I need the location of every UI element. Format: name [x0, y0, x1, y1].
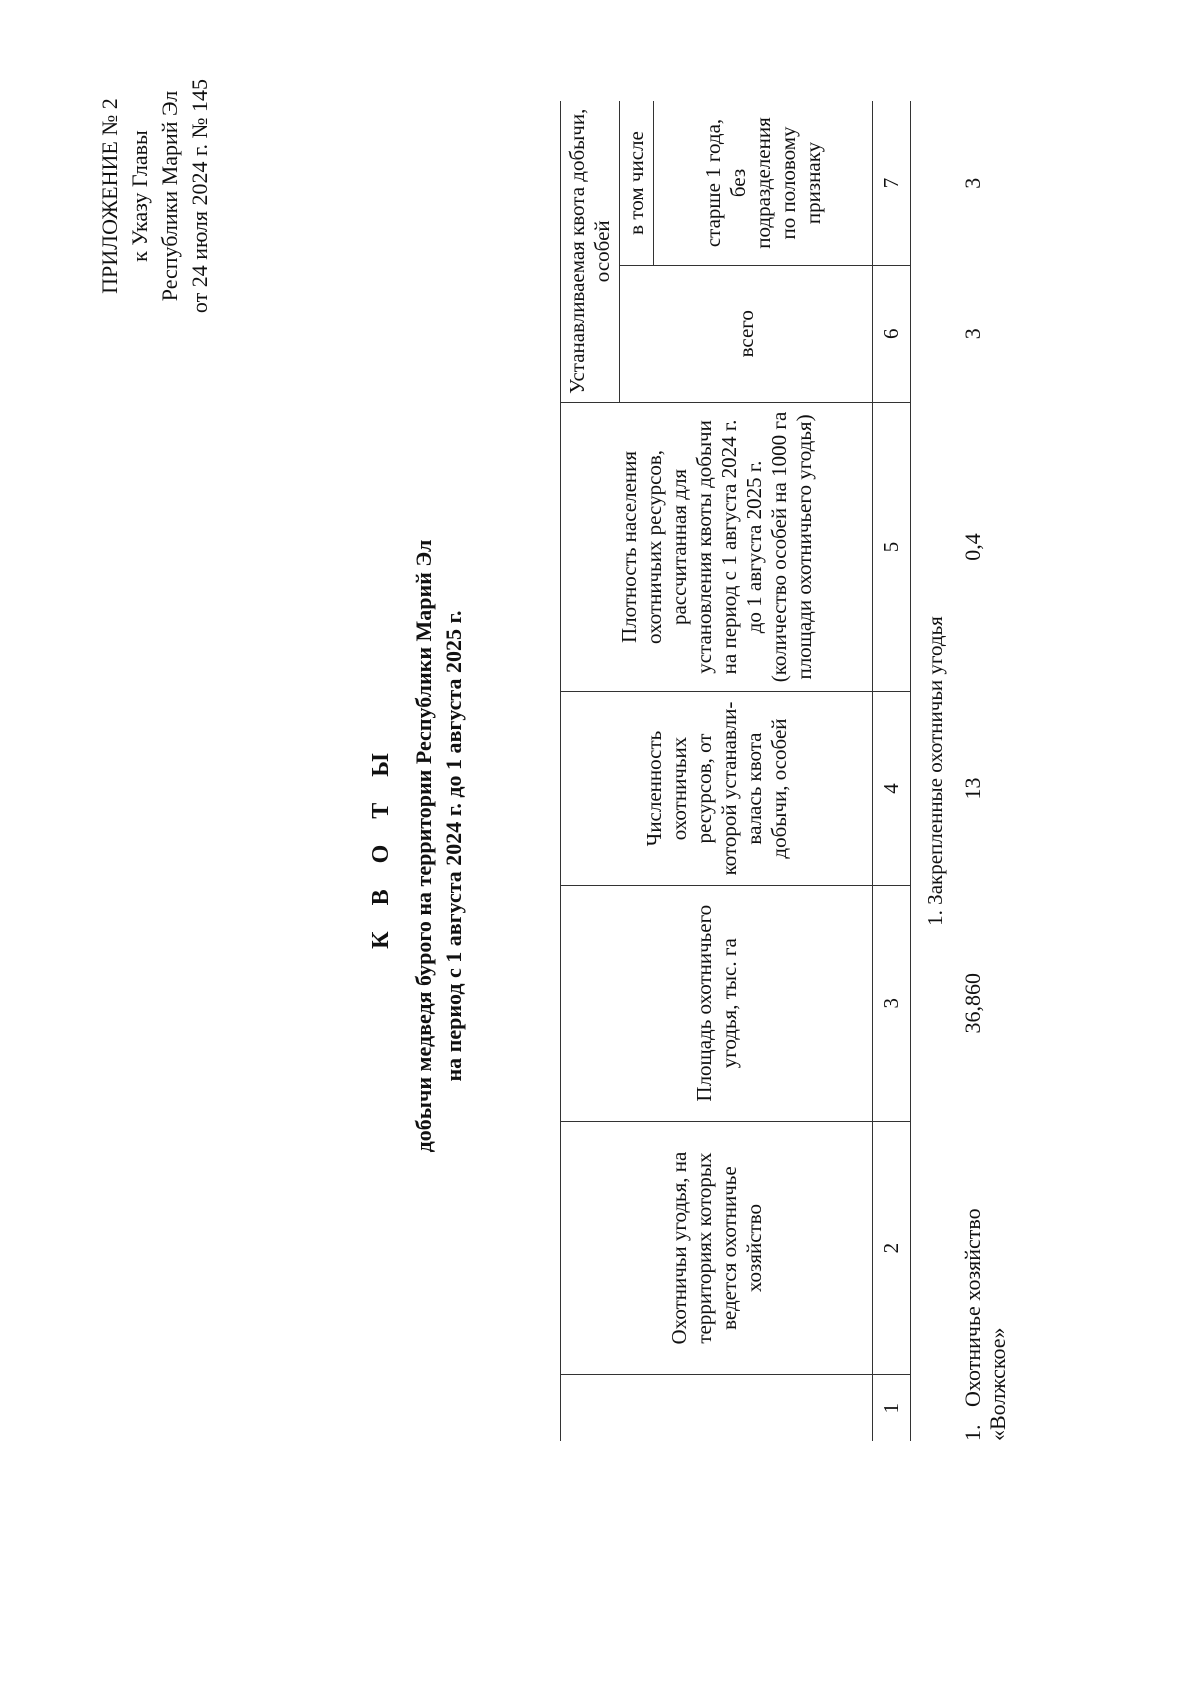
title-sub1: добычи медведя бурого на территории Республики Марий Эл: [411, 539, 436, 1153]
column-number: 5: [873, 402, 911, 692]
header-older: старше 1 года, без подразделения по половому признаку: [654, 101, 873, 265]
column-number: 3: [873, 885, 911, 1121]
header-density: Плотность населения охотничьих ресурсов, рассчитанная для установления квоты добычи на период с 1 августа 2024 г. до 1 августа 2025 г. (количество особей на 1000 га площади охотничьего угодья): [561, 402, 873, 692]
appendix-title: ПРИЛОЖЕНИЕ № 2: [97, 98, 122, 294]
table-row: [956, 101, 1014, 1441]
section-title: 1. Закрепленные охотничьи угодья: [923, 616, 947, 926]
row-name: Охотничье хозяйство «Волжское»: [960, 1208, 1010, 1441]
column-number: 7: [873, 101, 911, 265]
appendix-republic: Республики Марий Эл: [157, 90, 182, 302]
column-number: 1: [873, 1375, 911, 1441]
header-num: [561, 1375, 873, 1441]
column-number: 6: [873, 265, 911, 402]
row-density: 0,4: [960, 533, 985, 561]
quota-table: [560, 101, 1014, 1441]
header-total: всего: [620, 265, 873, 402]
title-main: К В О Т Ы: [368, 743, 394, 949]
header-population: Численность охотничьих ресурсов, от которой устанавли-валась квота добычи, особей: [561, 692, 873, 885]
header-including: в том числе: [620, 101, 654, 265]
appendix-date: от 24 июля 2024 г. № 145: [187, 78, 212, 314]
row-name-cell: [956, 1121, 1014, 1441]
column-numbers-row: [873, 101, 911, 1441]
column-number: 4: [873, 692, 911, 885]
row-area: 36,860: [960, 972, 985, 1034]
row-population: 13: [960, 777, 985, 800]
row-total: 3: [960, 328, 985, 340]
appendix-block: [95, 0, 215, 406]
header-hunting-grounds: Охотничьи угодья, на территориях которых ведется охотничье хозяйство: [561, 1121, 873, 1375]
header-quota: Устанавливаемая квота добычи, особей: [561, 101, 620, 402]
column-number: 2: [873, 1121, 911, 1375]
row-older: 3: [960, 177, 985, 189]
row-number: 1.: [960, 1424, 985, 1441]
title-sub2: на период с 1 августа 2024 г. до 1 августа 2025 г.: [441, 610, 466, 1082]
document-title: [365, 296, 469, 1396]
header-area: Площадь охотничьего угодья, тыс. га: [561, 885, 873, 1121]
appendix-decree: к Указу Главы: [127, 130, 152, 262]
